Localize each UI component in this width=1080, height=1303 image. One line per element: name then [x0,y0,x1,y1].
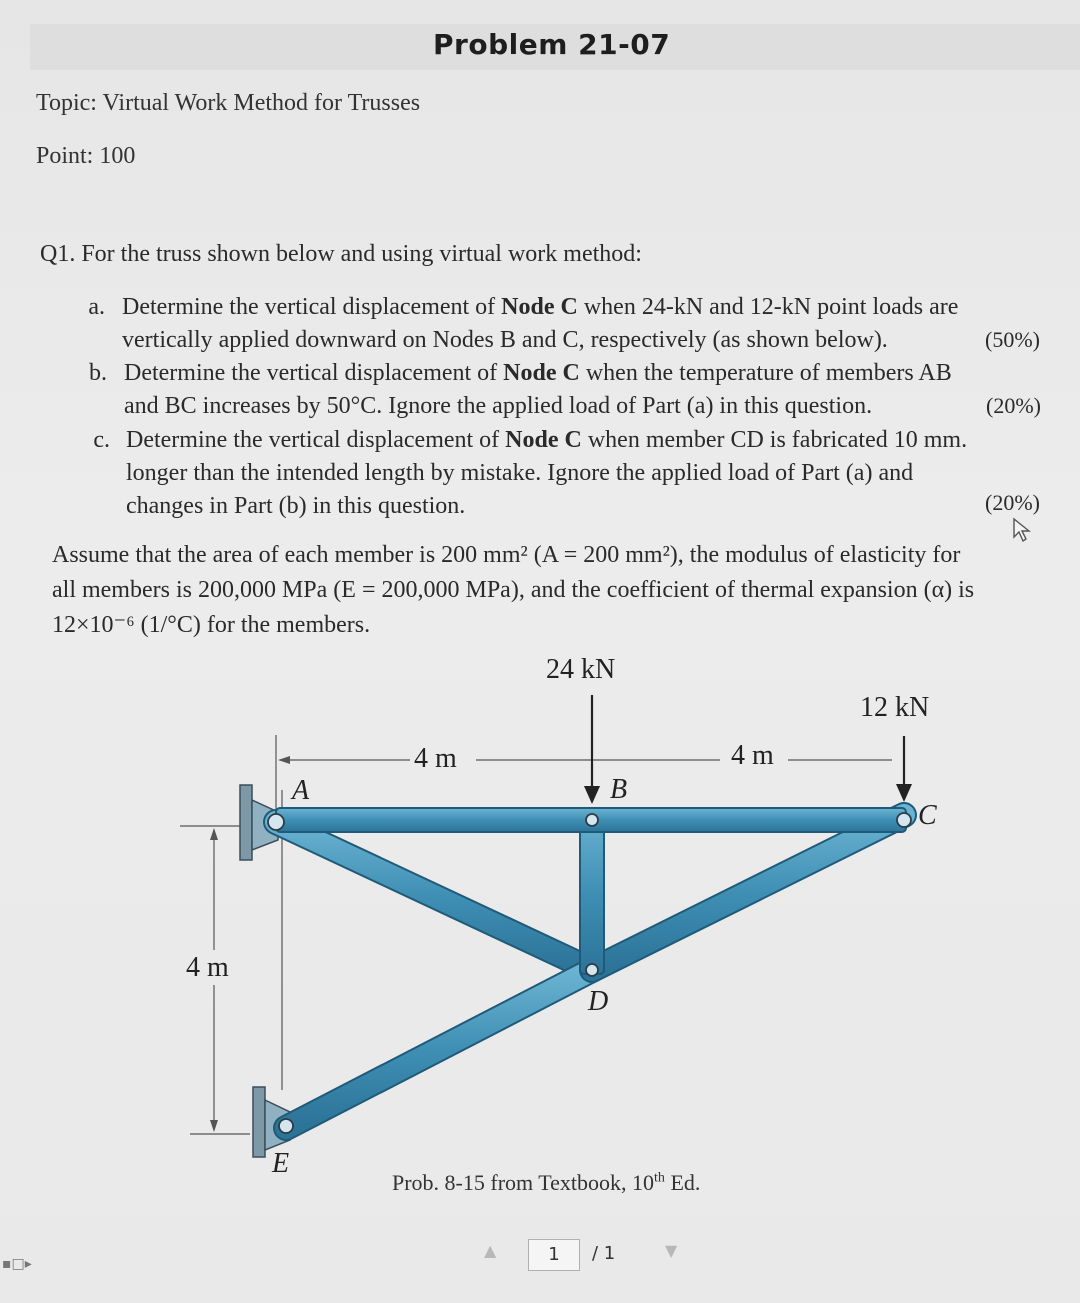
pin-d [586,964,598,976]
item-line: and BC increases by 50°C. Ignore the applied load of Part (a) in this question. [124,393,873,419]
item-line: Determine the vertical displacement of Node C when the temperature of members AB [124,360,952,386]
pin-e [279,1119,293,1133]
percent-a: (50%) [985,327,1040,352]
item-marker: a. [88,294,105,320]
question-heading: Q1. For the truss shown below and using virtual work method: [40,241,642,267]
pin-c [897,813,911,827]
item-line: changes in Part (b) in this question. [126,493,466,519]
node-d-label: D [588,986,609,1017]
pin-b [586,814,598,826]
item-line: Determine the vertical displacement of Node C when member CD is fabricated 10 mm. [126,427,968,453]
item-line: vertically applied downward on Nodes B and C, respectively (as shown below). [122,327,888,353]
load-b-label: 24 kN [546,654,616,685]
down-arrow-icon[interactable]: ▼ [665,1241,678,1260]
dimension-ab-label: 4 m [414,743,457,774]
percent-b: (20%) [986,393,1041,418]
topic-line: Topic: Virtual Work Method for Trusses [36,90,421,116]
dimension-bc-label: 4 m [731,740,774,771]
item-marker: b. [89,360,107,386]
node-b-label: B [610,774,628,805]
item-marker: c. [93,427,110,453]
figure-caption: Prob. 8-15 from Textbook, 10th Ed. [392,1170,701,1195]
up-arrow-icon[interactable]: ▲ [484,1241,497,1260]
assumption-line: Assume that the area of each member is 200 mm² (A = 200 mm²), the modulus of elasticity for [52,542,961,568]
assumption-line: all members is 200,000 MPa (E = 200,000 MPa), and the coefficient of thermal expansion (α) is [52,577,975,603]
page-title: Problem 21-07 [433,28,671,61]
node-c-label: C [918,800,937,831]
item-line: longer than the intended length by mistake. Ignore the applied load of Part (a) and [126,460,914,486]
percent-c: (20%) [985,490,1040,515]
truss-figure [0,640,1080,1200]
assumptions-paragraph [52,538,1052,643]
truss-diagram [0,640,1080,1200]
dimension-ae-label: 4 m [186,952,229,983]
page-total: / 1 [592,1243,616,1264]
assumption-line: 12×10⁻⁶ (1/°C) for the members. [52,612,371,638]
member-bd [580,812,604,974]
page-navigator [480,1237,700,1273]
node-a-label: A [292,775,310,806]
load-c-label: 12 kN [860,692,930,723]
node-e-label: E [272,1148,290,1179]
page-number-input[interactable]: 1 [528,1239,580,1271]
pin-a [268,814,284,830]
sidebar-toggle-icon[interactable]: ▪□▸ [2,1256,32,1272]
item-line: Determine the vertical displacement of Node C when 24-kN and 12-kN point loads are [122,294,959,320]
point-line: Point: 100 [36,143,136,169]
